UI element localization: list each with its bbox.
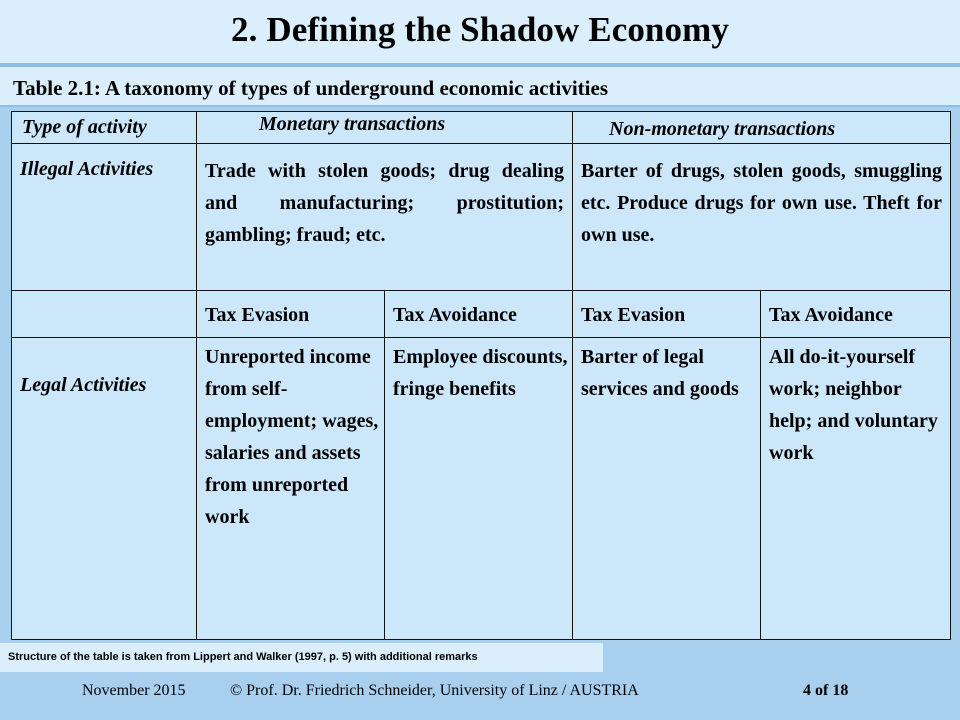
subheader-monetary-tax-evasion: Tax Evasion <box>205 304 310 326</box>
footer-page-number: 4 of 18 <box>803 682 849 699</box>
illegal-monetary-text: Trade with stolen goods; drug dealing and manufacturing; prostitution; gambling; fraud; etc. <box>205 160 564 246</box>
legal-non-monetary-tax-avoidance-text: All do-it-yourself work; neighbor help; and voluntary work <box>769 346 938 464</box>
header-non-monetary-transactions: Non-monetary transactions <box>609 118 836 140</box>
taxonomy-table <box>11 111 951 640</box>
table-caption-bar <box>0 67 960 107</box>
header-monetary-transactions: Monetary transactions <box>259 113 446 135</box>
legal-activities-label: Legal Activities <box>20 374 147 396</box>
table-caption: Table 2.1: A taxonomy of types of underground economic activities <box>13 76 609 100</box>
subheader-non-monetary-tax-evasion: Tax Evasion <box>581 304 686 326</box>
subheader-non-monetary-tax-avoidance: Tax Avoidance <box>769 304 893 326</box>
footer-date: November 2015 <box>82 682 186 699</box>
slide-title: 2. Defining the Shadow Economy <box>231 10 729 49</box>
slide-header <box>0 0 960 63</box>
legal-monetary-tax-evasion-text: Unreported income from self-employment; wages, salaries and assets from unreported work <box>205 346 379 528</box>
footer-author: © Prof. Dr. Friedrich Schneider, University of Linz / AUSTRIA <box>230 682 639 699</box>
legal-monetary-tax-avoidance-text: Employee discounts, fringe benefits <box>393 346 568 400</box>
illegal-activities-label: Illegal Activities <box>20 158 154 180</box>
table-source-note: Structure of the table is taken from Lippert and Walker (1997, p. 5) with additional remarks <box>0 643 603 672</box>
header-type-of-activity: Type of activity <box>22 116 147 138</box>
slide-footer <box>0 676 960 706</box>
subheader-monetary-tax-avoidance: Tax Avoidance <box>393 304 517 326</box>
illegal-non-monetary-text: Barter of drugs, stolen goods, smuggling etc. Produce drugs for own use. Theft for own use. <box>581 160 942 246</box>
legal-non-monetary-tax-evasion-text: Barter of legal services and goods <box>581 346 739 400</box>
